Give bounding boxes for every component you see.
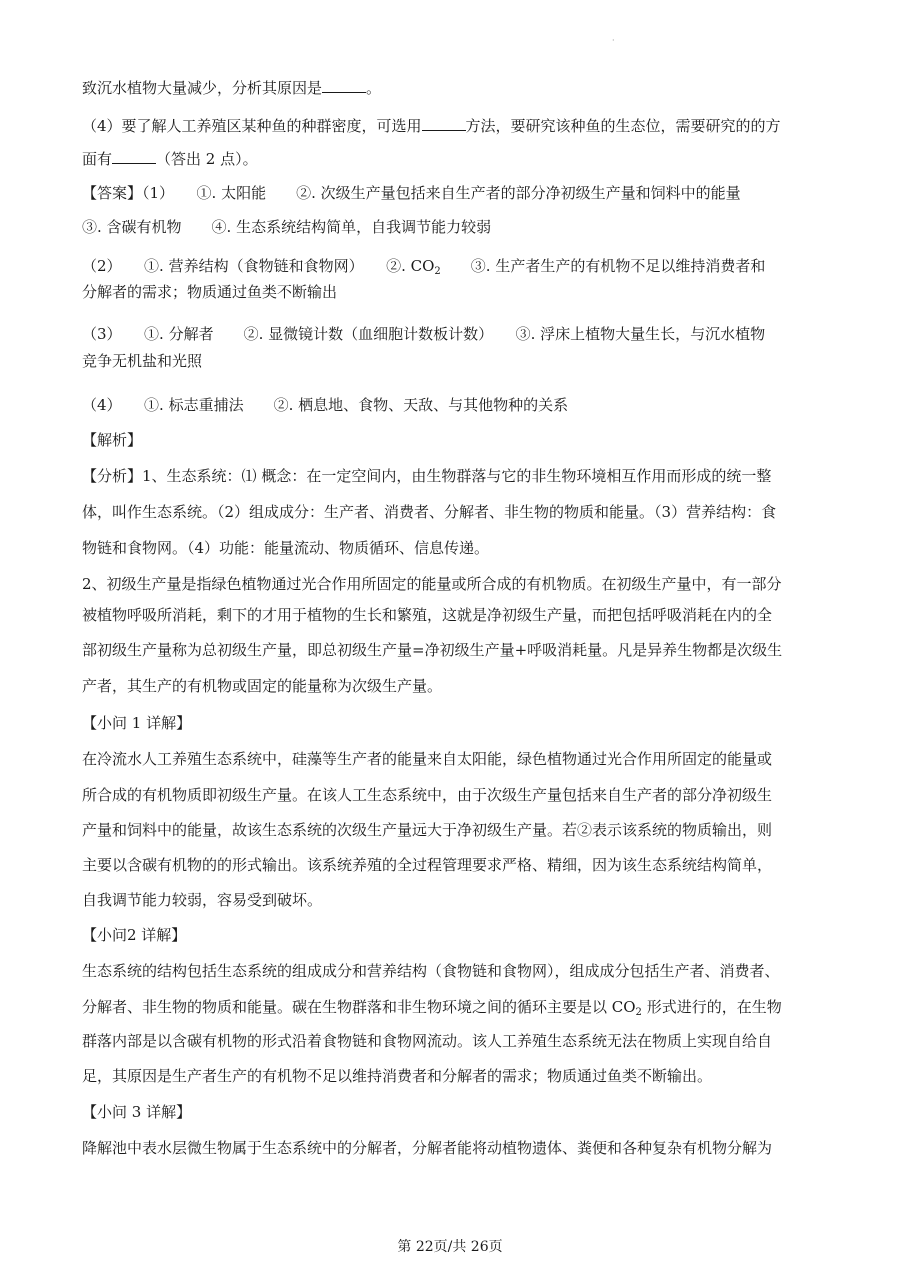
question-text: 面有 — [82, 150, 113, 168]
detail-text: 分解者、非生物的物质和能量。碳在生物群落和非生物环境之间的循环主要是以 CO — [82, 998, 636, 1016]
section-heading: 【小问2 详解】 — [82, 926, 187, 944]
subscript: 2 — [434, 266, 441, 277]
detail-line: 降解池中表水层微生物属于生态系统中的分解者，分解者能将动植物遗体、粪便和各种复杂有机物分解为 — [82, 1139, 773, 1157]
subscript: 2 — [635, 1007, 642, 1018]
section-heading: 【小问 3 详解】 — [82, 1103, 192, 1121]
analysis-line: 被植物呼吸所消耗，剩下的才用于植物的生长和繁殖，这就是净初级生产量，而把包括呼吸消耗在内的全 — [82, 606, 773, 624]
page-footer: 第 22页/共 26页 — [397, 1239, 503, 1255]
answer-blank — [112, 149, 156, 164]
detail-line: 所合成的有机物质即初级生产量。在该人工生态系统中，由于次级生产量包括来自生产者的部分净初级生 — [82, 786, 773, 804]
analysis-line: 部初级生产量称为总初级生产量，即总初级生产量=净初级生产量+呼吸消耗量。凡是异养生物都是次级生 — [82, 641, 783, 659]
answer-line: 竞争无机盐和光照 — [82, 352, 203, 370]
detail-line: 产量和饲料中的能量，故该生态系统的次级生产量远大于净初级生产量。若②表示该系统的物质输出，则 — [82, 821, 773, 839]
section-heading: 【解析】 — [82, 431, 143, 449]
detail-line: 自我调节能力较弱，容易受到破坏。 — [82, 891, 323, 909]
question-text: 方法，要研究该种鱼的生态位，需要研究的的方 — [465, 117, 781, 135]
detail-line — [82, 997, 822, 1017]
detail-line: 主要以含碳有机物的的形式输出。该系统养殖的全过程管理要求严格、精细，因为该生态系统结构简单， — [82, 856, 773, 874]
detail-text: 形式进行的，在生物 — [641, 998, 782, 1016]
answer-line — [82, 256, 822, 276]
question-text: 。 — [366, 79, 382, 97]
answer-line: 【答案】（1） ①. 太阳能 ②. 次级生产量包括来自生产者的部分净初级生产量和饲料中的能量 — [82, 184, 741, 202]
analysis-line: 物链和食物网。（4）功能：能量流动、物质循环、信息传递。 — [82, 539, 490, 557]
answer-line: （4） ①. 标志重捕法 ②. 栖息地、食物、天敌、与其他物种的关系 — [82, 396, 569, 414]
answer-line: （3） ①. 分解者 ②. 显微镜计数（血细胞计数板计数） ③. 浮床上植物大量生长，与沉水植物 — [82, 325, 766, 343]
analysis-line: 产者，其生产的有机物或固定的能量称为次级生产量。 — [82, 677, 443, 695]
detail-line: 生态系统的结构包括生态系统的组成成分和营养结构（食物链和食物网），组成成分包括生产者、消费者、 — [82, 962, 780, 980]
detail-line: 在冷流水人工养殖生态系统中，硅藻等生产者的能量来自太阳能，绿色植物通过光合作用所固定的能量或 — [82, 750, 773, 768]
answer-line: 分解者的需求；物质通过鱼类不断输出 — [82, 283, 338, 301]
analysis-line: 体，叫作生态系统。（2）组成成分：生产者、消费者、分解者、非生物的物质和能量。（3）营养结构：食 — [82, 503, 777, 521]
analysis-line: 【分析】1、生态系统：⑴ 概念：在一定空间内，由生物群落与它的非生物环境相互作用而形成的统一整 — [82, 467, 772, 485]
section-heading: 【小问 1 详解】 — [82, 714, 192, 732]
question-text: 致沉水植物大量减少，分析其原因是 — [82, 79, 323, 97]
answer-blank — [422, 116, 466, 131]
question-4-line — [82, 116, 822, 136]
analysis-line: 2、初级生产量是指绿色植物通过光合作用所固定的能量或所合成的有机物质。在初级生产量中，有一部分 — [82, 575, 782, 593]
detail-line: 群落内部是以含碳有机物的形式沿着食物链和食物网流动。该人工养殖生态系统无法在物质上实现自给自 — [82, 1032, 773, 1050]
question-4-line — [82, 149, 822, 169]
answer-text: ③. 生产者生产的有机物不足以维持消费者和 — [440, 257, 766, 275]
corner-mark: · — [612, 36, 615, 45]
answer-line: ③. 含碳有机物 ④. 生态系统结构简单，自我调节能力较弱 — [82, 218, 492, 236]
answer-blank — [322, 78, 366, 93]
answer-text: （2） ①. 营养结构（食物链和食物网） ②. CO — [82, 257, 435, 275]
question-line — [82, 78, 822, 98]
question-text: （答出 2 点）。 — [156, 150, 258, 168]
detail-line: 足，其原因是生产者生产的有机物不足以维持消费者和分解者的需求；物质通过鱼类不断输出。 — [82, 1067, 713, 1085]
question-text: （4）要了解人工养殖区某种鱼的种群密度，可选用 — [82, 117, 422, 135]
